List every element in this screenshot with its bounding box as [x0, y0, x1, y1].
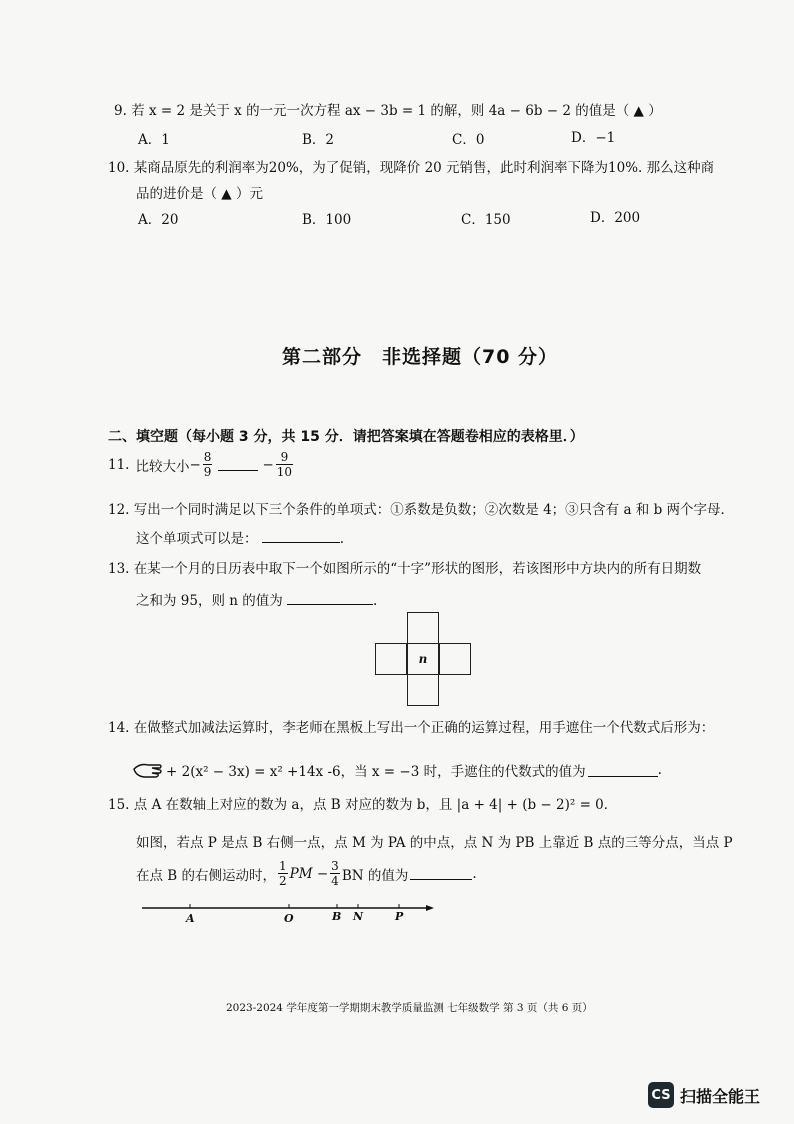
axis-label-p: P — [395, 910, 404, 923]
q12-answer-blank[interactable] — [262, 530, 340, 543]
q10-number: 10. — [108, 160, 130, 176]
q12-line2: 这个单项式可以是： . — [136, 531, 345, 547]
q11-line — [108, 450, 295, 479]
q11-frac2-den: 10 — [276, 465, 293, 479]
q11-frac2-sign: − — [262, 456, 274, 473]
q9-text: 若 x = 2 是关于 x 的一元一次方程 ax − 3b = 1 的解，则 4a − 6b − 2 的值是（ ▲ ） — [131, 103, 662, 119]
q11-number: 11. — [108, 456, 130, 473]
q13-number: 13. — [108, 561, 130, 577]
q15-text-mid: PM − — [289, 865, 329, 882]
q11-frac2-num: 9 — [276, 450, 293, 465]
cross-cell-bottom — [407, 674, 439, 706]
q11-fraction-1 — [203, 450, 213, 479]
axis-arrow — [426, 905, 434, 911]
q15-half-num: 1 — [279, 859, 287, 873]
q11-frac1-sign: − — [189, 456, 201, 473]
q9-option-b: B．2 — [302, 132, 335, 148]
cross-cell-n-label: n — [418, 652, 428, 666]
q11-prefix: 比较大小 — [135, 458, 190, 475]
q15-text-3-prefix: 在点 B 的右侧运动时， — [136, 867, 277, 884]
q9-number: 9. — [114, 103, 127, 119]
q15-answer-blank[interactable] — [410, 867, 472, 880]
q15-34-den: 4 — [331, 874, 339, 888]
q14-answer-blank[interactable] — [588, 764, 658, 777]
cross-cell-top — [407, 612, 439, 644]
q9-line — [114, 99, 662, 119]
q15-fraction-3-4 — [330, 859, 340, 888]
q10-option-a: A．20 — [138, 212, 179, 228]
q14-line1 — [108, 716, 714, 736]
number-line — [140, 898, 440, 928]
q14-expression: + 2(x² − 3x) = x² +14x -6，当 x = −3 时，手遮住的代数式的值为 — [166, 764, 586, 780]
q10-option-d: D．200 — [590, 210, 641, 226]
cross-figure — [375, 612, 475, 706]
q12-text-2: 这个单项式可以是： — [136, 531, 258, 547]
q12-text-1: 写出一个同时满足以下三个条件的单项式：①系数是负数；②次数是 4；③只含有 a 和 b 两个字母． — [133, 502, 735, 518]
cross-cell-center — [407, 643, 439, 675]
q15-line1 — [108, 793, 617, 813]
q10-option-c: C．150 — [461, 212, 511, 228]
q9-option-c: C．0 — [452, 132, 485, 148]
q12-line1 — [108, 498, 734, 518]
q13-line1 — [108, 557, 701, 577]
q11-fraction-2 — [276, 450, 293, 479]
axis-label-b: B — [332, 910, 342, 923]
q10-text-2: 品的进价是（ ▲ ）元 — [136, 186, 263, 202]
q15-line3: 在点 B 的右侧运动时， $\frac{1}{2}$ PM − $\frac{3}{4}$ BN 的值为 . — [136, 859, 477, 888]
q13-answer-blank[interactable] — [287, 592, 373, 605]
hand-icon — [132, 761, 164, 779]
q14-line2: + 2(x² − 3x) = x² +14x -6，当 x = −3 时，手遮住的代数式的值为 . — [132, 760, 662, 780]
q9-option-d: D．−1 — [571, 130, 616, 146]
axis-label-a: A — [186, 912, 195, 925]
q14-text-1: 在做整式加减法运算时，李老师在黑板上写出一个正确的运算过程，用手遮住一个代数式后形为： — [133, 720, 715, 736]
q15-number: 15. — [108, 797, 130, 813]
cs-logo-icon: CS — [648, 1082, 674, 1108]
part2-title: 第二部分 非选择题（70 分） — [282, 346, 559, 368]
q13-line2: 之和为 95，则 n 的值为 . — [136, 593, 378, 609]
q13-text-1: 在某一个月的日历表中取下一个如图所示的“十字”形状的图形，若该图形中方块内的所有日期数 — [133, 561, 702, 577]
q15-text-2: 如图，若点 P 是点 B 右侧一点，点 M 为 PA 的中点，点 N 为 PB 上靠近 B 点的三等分点，当点 P — [136, 835, 733, 851]
cross-cell-left — [375, 643, 407, 675]
cross-cell-right — [439, 643, 471, 675]
q11-frac1-num: 8 — [203, 450, 212, 464]
scanner-watermark — [648, 1082, 760, 1108]
q14-number: 14. — [108, 720, 130, 736]
q10-option-b: B．100 — [302, 212, 352, 228]
q10-text-1: 某商品原先的利润率为20%，为了促销，现降价 20 元销售，此时利润率下降为10%. 那么这种商 — [133, 160, 715, 176]
watermark-text: 扫描全能王 — [680, 1086, 761, 1106]
axis-label-o: O — [284, 912, 294, 925]
page-footer: 2023-2024 学年度第一学期期末教学质量监测 七年级数学 第 3 页（共 6 页） — [226, 1002, 593, 1014]
q15-34-num: 3 — [331, 859, 339, 873]
q13-text-2: 之和为 95，则 n 的值为 — [136, 593, 283, 609]
q11-answer-blank[interactable] — [218, 458, 258, 471]
q15-text-suffix: BN 的值为 — [341, 867, 409, 884]
q9-option-a: A．1 — [138, 132, 170, 148]
q15-half-den: 2 — [279, 874, 287, 888]
q11-frac1-den: 9 — [203, 465, 212, 479]
section2-heading: 二、填空题（每小题 3 分，共 15 分．请把答案填在答题卷相应的表格里．） — [108, 429, 584, 445]
q12-number: 12. — [108, 502, 130, 518]
q15-fraction-half — [278, 859, 288, 888]
axis-label-n: N — [353, 910, 364, 923]
q15-text-1: 点 A 在数轴上对应的数为 a，点 B 对应的数为 b，且 |a + 4| + (b − 2)² = 0． — [133, 797, 618, 813]
q10-line1 — [108, 156, 714, 176]
